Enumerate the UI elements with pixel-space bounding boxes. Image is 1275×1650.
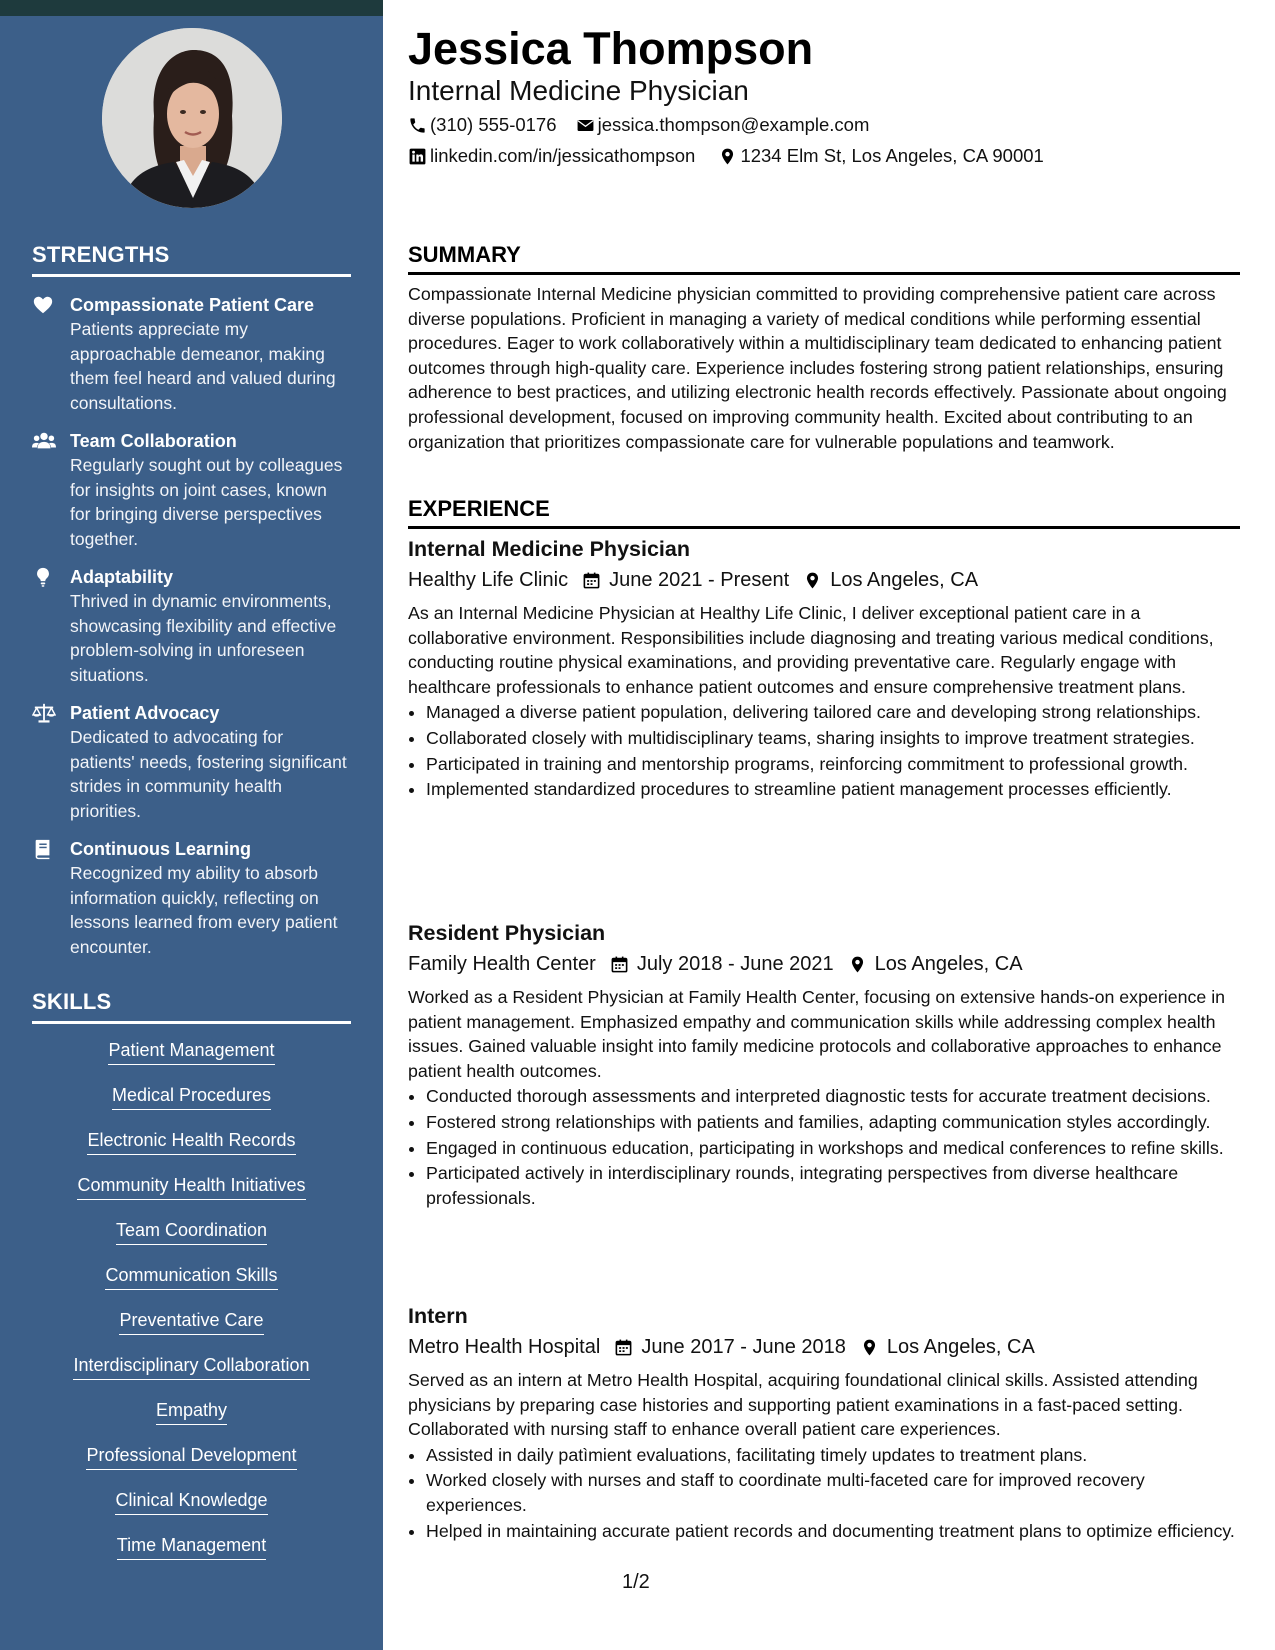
job-bullets (408, 1443, 1240, 1543)
skill-label: Communication Skills (105, 1263, 277, 1290)
job-dates: June 2021 - Present (609, 569, 790, 591)
skill-item (32, 1398, 351, 1426)
job-bullet: • Fostered strong relationships with patients and families, adapting communication styles accordingly. (426, 1110, 1240, 1135)
strengths-heading: STRENGTHS (32, 242, 351, 277)
job-bullets (408, 700, 1240, 801)
skill-label: Clinical Knowledge (115, 1488, 267, 1515)
job-entry (408, 919, 1240, 1211)
address-text: 1234 Elm St, Los Angeles, CA 90001 (740, 145, 1044, 166)
experience-heading: EXPERIENCE (408, 496, 1240, 529)
contact-phone (408, 113, 557, 137)
strength-description: Patients appreciate my approachable demeanor, making them feel heard and valued during consultations. (70, 319, 336, 413)
summary-text: Compassionate Internal Medicine physician committed to providing comprehensive patient care across diverse populations. Proficient in managing a variety of medical conditions while performing essential procedures. Eager to work collaboratively within a multidisciplinary team dedicated to enhancing patient outcomes through high-quality care. Experience includes fostering strong patient relationships, ensuring adherence to best practices, and utilizing electronic health records effectively. Passionate about ongoing professional development, focused on improving community health. Excited about contributing to an organization that prioritizes compassionate care for vulnerable populations and teamwork. (408, 284, 1227, 452)
job-bullet: • Engaged in continuous education, participating in workshops and medical conferences to refine skills. (426, 1136, 1240, 1161)
skill-item (32, 1038, 351, 1066)
skill-item (32, 1308, 351, 1336)
skill-item (32, 1128, 351, 1156)
job-bullet: • Managed a diverse patient population, delivering tailored care and developing strong relationships. (426, 700, 1240, 725)
skill-label: Medical Procedures (112, 1083, 271, 1110)
job-role: Intern (408, 1304, 468, 1328)
strength-title: Patient Advocacy (70, 703, 220, 723)
skill-label: Team Coordination (116, 1218, 267, 1245)
strength-item (32, 701, 351, 823)
skills-heading: SKILLS (32, 989, 351, 1024)
candidate-name: Jessica Thompson (408, 23, 814, 74)
job-role: Internal Medicine Physician (408, 537, 690, 561)
calendar-icon (610, 955, 629, 974)
job-entry (408, 1302, 1240, 1544)
lightbulb-icon (32, 566, 54, 588)
map-marker-icon (848, 955, 867, 974)
map-marker-icon (718, 147, 737, 166)
strengths-section (32, 242, 351, 959)
job-bullet: • Participated in training and mentorship programs, reinforcing commitment to professional growth. (426, 752, 1240, 777)
job-organization: Metro Health Hospital (408, 1336, 601, 1358)
calendar-icon (614, 1338, 633, 1357)
skill-label: Time Management (117, 1533, 266, 1560)
email-link[interactable]: jessica.thompson@example.com (597, 114, 870, 135)
strength-item (32, 565, 351, 687)
contact-row (408, 144, 1058, 172)
strength-title: Compassionate Patient Care (70, 295, 315, 315)
contact-address (718, 144, 1043, 168)
strength-description: Thrived in dynamic environments, showcasing flexibility and effective problem-solving in unforeseen situations. (70, 591, 337, 685)
skill-item (32, 1443, 351, 1471)
phone-text[interactable]: (310) 555-0176 (430, 114, 557, 135)
heart-icon (32, 294, 54, 316)
skill-item (32, 1083, 351, 1111)
strength-item (32, 429, 351, 551)
users-icon (32, 430, 54, 452)
skill-item (32, 1533, 351, 1561)
calendar-icon (582, 571, 601, 590)
map-marker-icon (803, 571, 822, 590)
job-bullet: • Conducted thorough assessments and interpreted diagnostic tests for accurate treatment decisions. (426, 1084, 1240, 1109)
envelope-icon (576, 116, 595, 135)
map-marker-icon (860, 1338, 879, 1357)
job-location: Los Angeles, CA (830, 569, 979, 591)
skill-label: Electronic Health Records (87, 1128, 295, 1155)
strength-description: Regularly sought out by colleagues for insights on joint cases, known for bringing diverse perspectives together. (70, 455, 343, 549)
job-bullet: • Worked closely with nurses and staff to coordinate multi-faceted care for improved recovery experiences. (426, 1468, 1240, 1517)
job-bullet: • Participated actively in interdisciplinary rounds, integrating perspectives from diverse healthcare professionals. (426, 1161, 1240, 1210)
profile-photo (102, 28, 282, 208)
job-dates: July 2018 - June 2021 (636, 953, 834, 975)
job-meta (408, 566, 1240, 594)
skill-label: Patient Management (108, 1038, 274, 1065)
job-entry (408, 535, 1240, 803)
contact-linkedin (408, 144, 695, 168)
candidate-title: Internal Medicine Physician (408, 75, 749, 106)
skill-item (32, 1488, 351, 1516)
job-description: As an Internal Medicine Physician at Healthy Life Clinic, I deliver exceptional patient care in a collaborative environment. Responsibilities include diagnosing and treating various medical conditions, conducting routine physical examinations, and providing preventative care. Regularly engage with healthcare professionals to enhance patient outcomes and ensure comprehensive treatment plans. (408, 603, 1214, 697)
summary-heading: SUMMARY (408, 242, 1240, 275)
contact-row (408, 113, 883, 141)
job-meta (408, 950, 1240, 978)
strength-item (32, 293, 351, 415)
skill-label: Community Health Initiatives (77, 1173, 305, 1200)
strength-title: Adaptability (70, 567, 174, 587)
job-location: Los Angeles, CA (874, 953, 1023, 975)
job-bullet: • Collaborated closely with multidisciplinary teams, sharing insights to improve treatment strategies. (426, 726, 1240, 751)
balance-scale-icon (32, 702, 54, 724)
job-description: Worked as a Resident Physician at Family Health Center, focusing on extensive hands-on experience in patient management. Emphasized empathy and communication skills while addressing complex health issues. Gained valuable insight into family medicine protocols and collaborative approaches to enhance patient health outcomes. (408, 987, 1226, 1081)
page-number: 1/2 (622, 1571, 650, 1593)
skill-item (32, 1173, 351, 1201)
contact-email (576, 113, 870, 137)
skill-item (32, 1353, 351, 1381)
skill-label: Interdisciplinary Collaboration (73, 1353, 309, 1380)
sidebar (0, 0, 383, 1650)
job-location: Los Angeles, CA (886, 1336, 1035, 1358)
job-organization: Healthy Life Clinic (408, 569, 569, 591)
job-dates: June 2017 - June 2018 (641, 1336, 846, 1358)
skill-label: Preventative Care (119, 1308, 263, 1335)
skills-list (32, 1038, 351, 1561)
strength-item (32, 837, 351, 959)
job-meta (408, 1333, 1240, 1361)
linkedin-link[interactable]: linkedin.com/in/jessicathompson (430, 145, 696, 166)
linkedin-icon (408, 147, 427, 166)
job-bullets (408, 1084, 1240, 1210)
strength-description: Recognized my ability to absorb information quickly, reflecting on lessons learned from every patient encounter. (70, 863, 338, 957)
strength-description: Dedicated to advocating for patients' needs, fostering significant strides in community health priorities. (70, 727, 347, 821)
phone-icon (408, 116, 427, 135)
job-role: Resident Physician (408, 921, 606, 945)
strength-title: Team Collaboration (70, 431, 237, 451)
job-bullet: • Assisted in daily patìmient evaluations, facilitating timely updates to treatment plans. (426, 1443, 1240, 1468)
job-description: Served as an intern at Metro Health Hospital, acquiring foundational clinical skills. Assisted attending physicians by preparing case histories and supporting patient examinations in a fast-paced setting. Collaborated with nursing staff to enhance overall patient care experiences. (408, 1370, 1198, 1440)
job-organization: Family Health Center (408, 953, 596, 975)
sidebar-top-band (0, 0, 383, 16)
skill-label: Empathy (156, 1398, 227, 1425)
skills-section (32, 989, 351, 1578)
skill-label: Professional Development (86, 1443, 296, 1470)
skill-item (32, 1263, 351, 1291)
book-icon (32, 838, 54, 860)
skill-item (32, 1218, 351, 1246)
job-bullet: • Implemented standardized procedures to streamline patient management processes efficiently. (426, 777, 1240, 802)
strength-title: Continuous Learning (70, 839, 251, 859)
job-bullet: • Helped in maintaining accurate patient records and documenting treatment plans to optimize efficiency. (426, 1519, 1240, 1544)
